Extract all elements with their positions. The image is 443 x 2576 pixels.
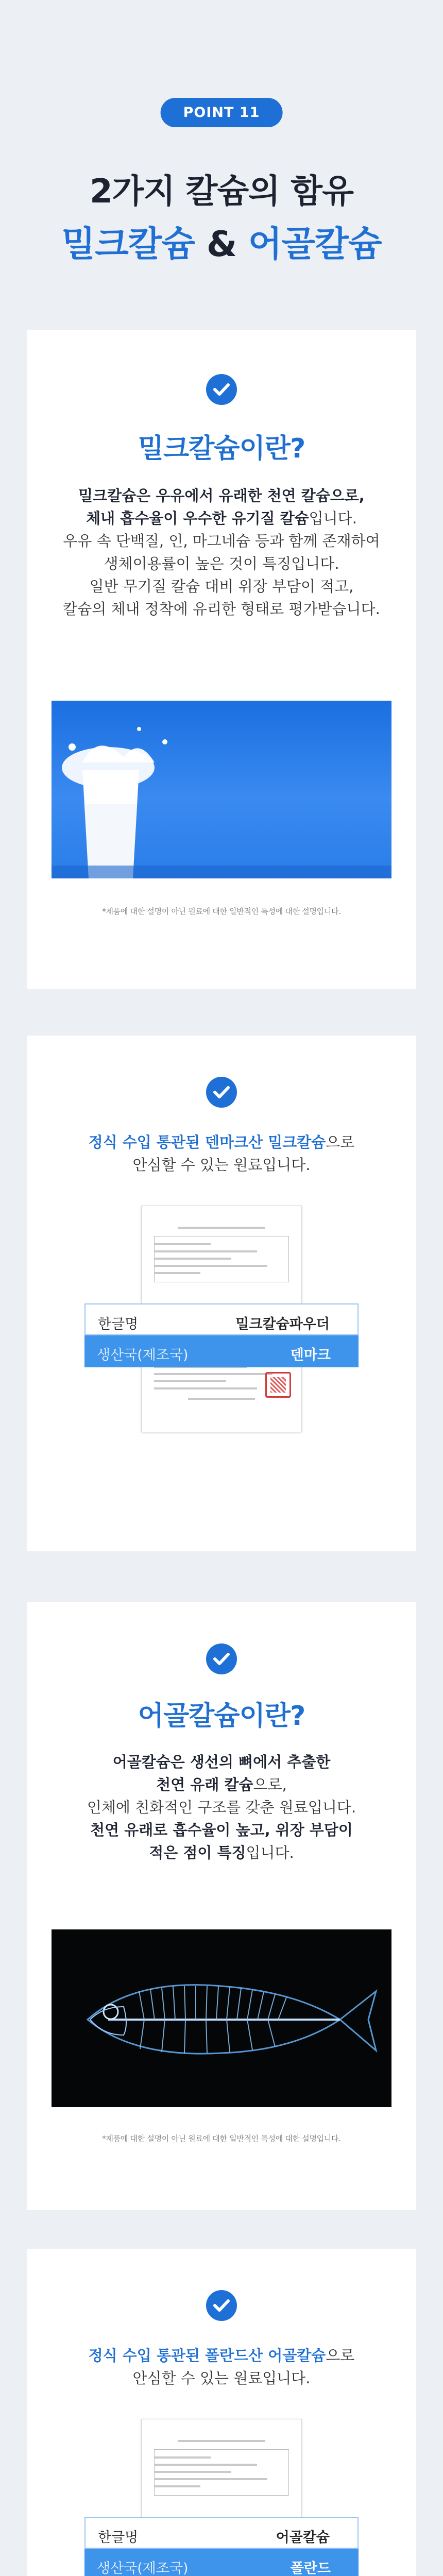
product-name-value: 밀크칼슘파우더: [235, 1316, 330, 1332]
origin-country-value: 폴란드: [290, 2561, 331, 2576]
origin-country-value: 덴마크: [290, 1347, 331, 1363]
product-name-row: [84, 1303, 359, 1335]
hero-section: [0, 0, 443, 289]
fish-origin-line2: 안심할 수 있는 원료입니다.: [132, 2369, 311, 2387]
product-name-label: 한글명: [98, 1316, 139, 1332]
fish-desc-line: 어골칼슘은 생선의 뼈에서 추출한: [112, 1753, 331, 1771]
origin-country-label: 생산국(제조국): [97, 2561, 189, 2576]
product-name-value: 어골칼슘: [276, 2530, 330, 2546]
hero-title-amp: &: [206, 224, 237, 265]
hero-title-fish: 어골칼슘: [248, 224, 382, 265]
origin-country-row: [84, 2549, 359, 2576]
milk-desc-line: 체내 흡수율이 우수한 유기질 칼슘입니다.: [86, 510, 357, 527]
milk-splash-image: [52, 701, 391, 878]
red-stamp: [265, 1372, 291, 1398]
milk-note: *제품에 대한 설명이 아닌 원료에 대한 일반적인 특성에 대한 설명입니다.: [102, 907, 341, 916]
fish-desc-line: 천연 유래로 흡수율이 높고, 위장 부담이: [90, 1821, 353, 1839]
check-circle-icon: [206, 1077, 237, 1108]
milk-desc-line: 칼슘의 체내 정착에 유리한 형태로 평가받습니다.: [63, 600, 380, 618]
fish-origin-text: [27, 2344, 416, 2389]
fish-info-card: [27, 1602, 416, 2210]
milk-title: 밀크칼슘이란?: [138, 433, 305, 464]
product-name-row: [84, 2517, 359, 2549]
check-circle-icon: [206, 2290, 237, 2321]
hero-title-line1: 2가지 칼슘의 함유: [90, 173, 353, 211]
fish-xray-image: [52, 1929, 391, 2107]
milk-desc-line: 일반 무기질 칼슘 대비 위장 부담이 적고,: [89, 578, 354, 595]
milk-origin-line1: 정식 수입 통관된 덴마크산 밀크칼슘으로: [88, 1133, 355, 1151]
milk-origin-text: [27, 1131, 416, 1176]
product-name-label: 한글명: [98, 2530, 139, 2546]
fish-description: [27, 1751, 416, 1864]
fish-desc-line: 인체에 친화적인 구조를 갖춘 원료입니다.: [87, 1799, 356, 1816]
fish-origin-line1: 정식 수입 통관된 폴란드산 어골칼슘으로: [88, 2347, 355, 2364]
check-circle-icon: [206, 1643, 237, 1674]
milk-desc-line: 밀크칼슘은 우유에서 유래한 천연 칼슘으로,: [78, 487, 365, 504]
check-circle-icon: [206, 374, 237, 405]
milk-description: [27, 484, 416, 620]
hero-title-milk: 밀크칼슘: [61, 224, 195, 265]
fish-note: *제품에 대한 설명이 아닌 원료에 대한 일반적인 특성에 대한 설명입니다.: [102, 2134, 341, 2143]
hero-title-line2: [0, 216, 443, 266]
fish-title: 어골칼슘이란?: [138, 1701, 305, 1732]
origin-country-label: 생산국(제조국): [97, 1347, 189, 1363]
fish-desc-line: 천연 유래 칼슘으로,: [156, 1776, 287, 1793]
milk-origin-line2: 안심할 수 있는 원료입니다.: [132, 1156, 311, 1174]
fish-origin-card: [27, 2249, 416, 2576]
fish-desc-line: 적은 점이 특징입니다.: [149, 1844, 294, 1861]
milk-desc-line: 우유 속 단백질, 인, 마그네슘 등과 함께 존재하여: [63, 532, 380, 550]
point-badge: POINT 11: [161, 98, 283, 127]
milk-desc-line: 생체이용률이 높은 것이 특징입니다.: [104, 555, 339, 572]
origin-country-row: [84, 1335, 359, 1367]
milk-info-card: [27, 330, 416, 989]
milk-origin-card: [27, 1036, 416, 1551]
